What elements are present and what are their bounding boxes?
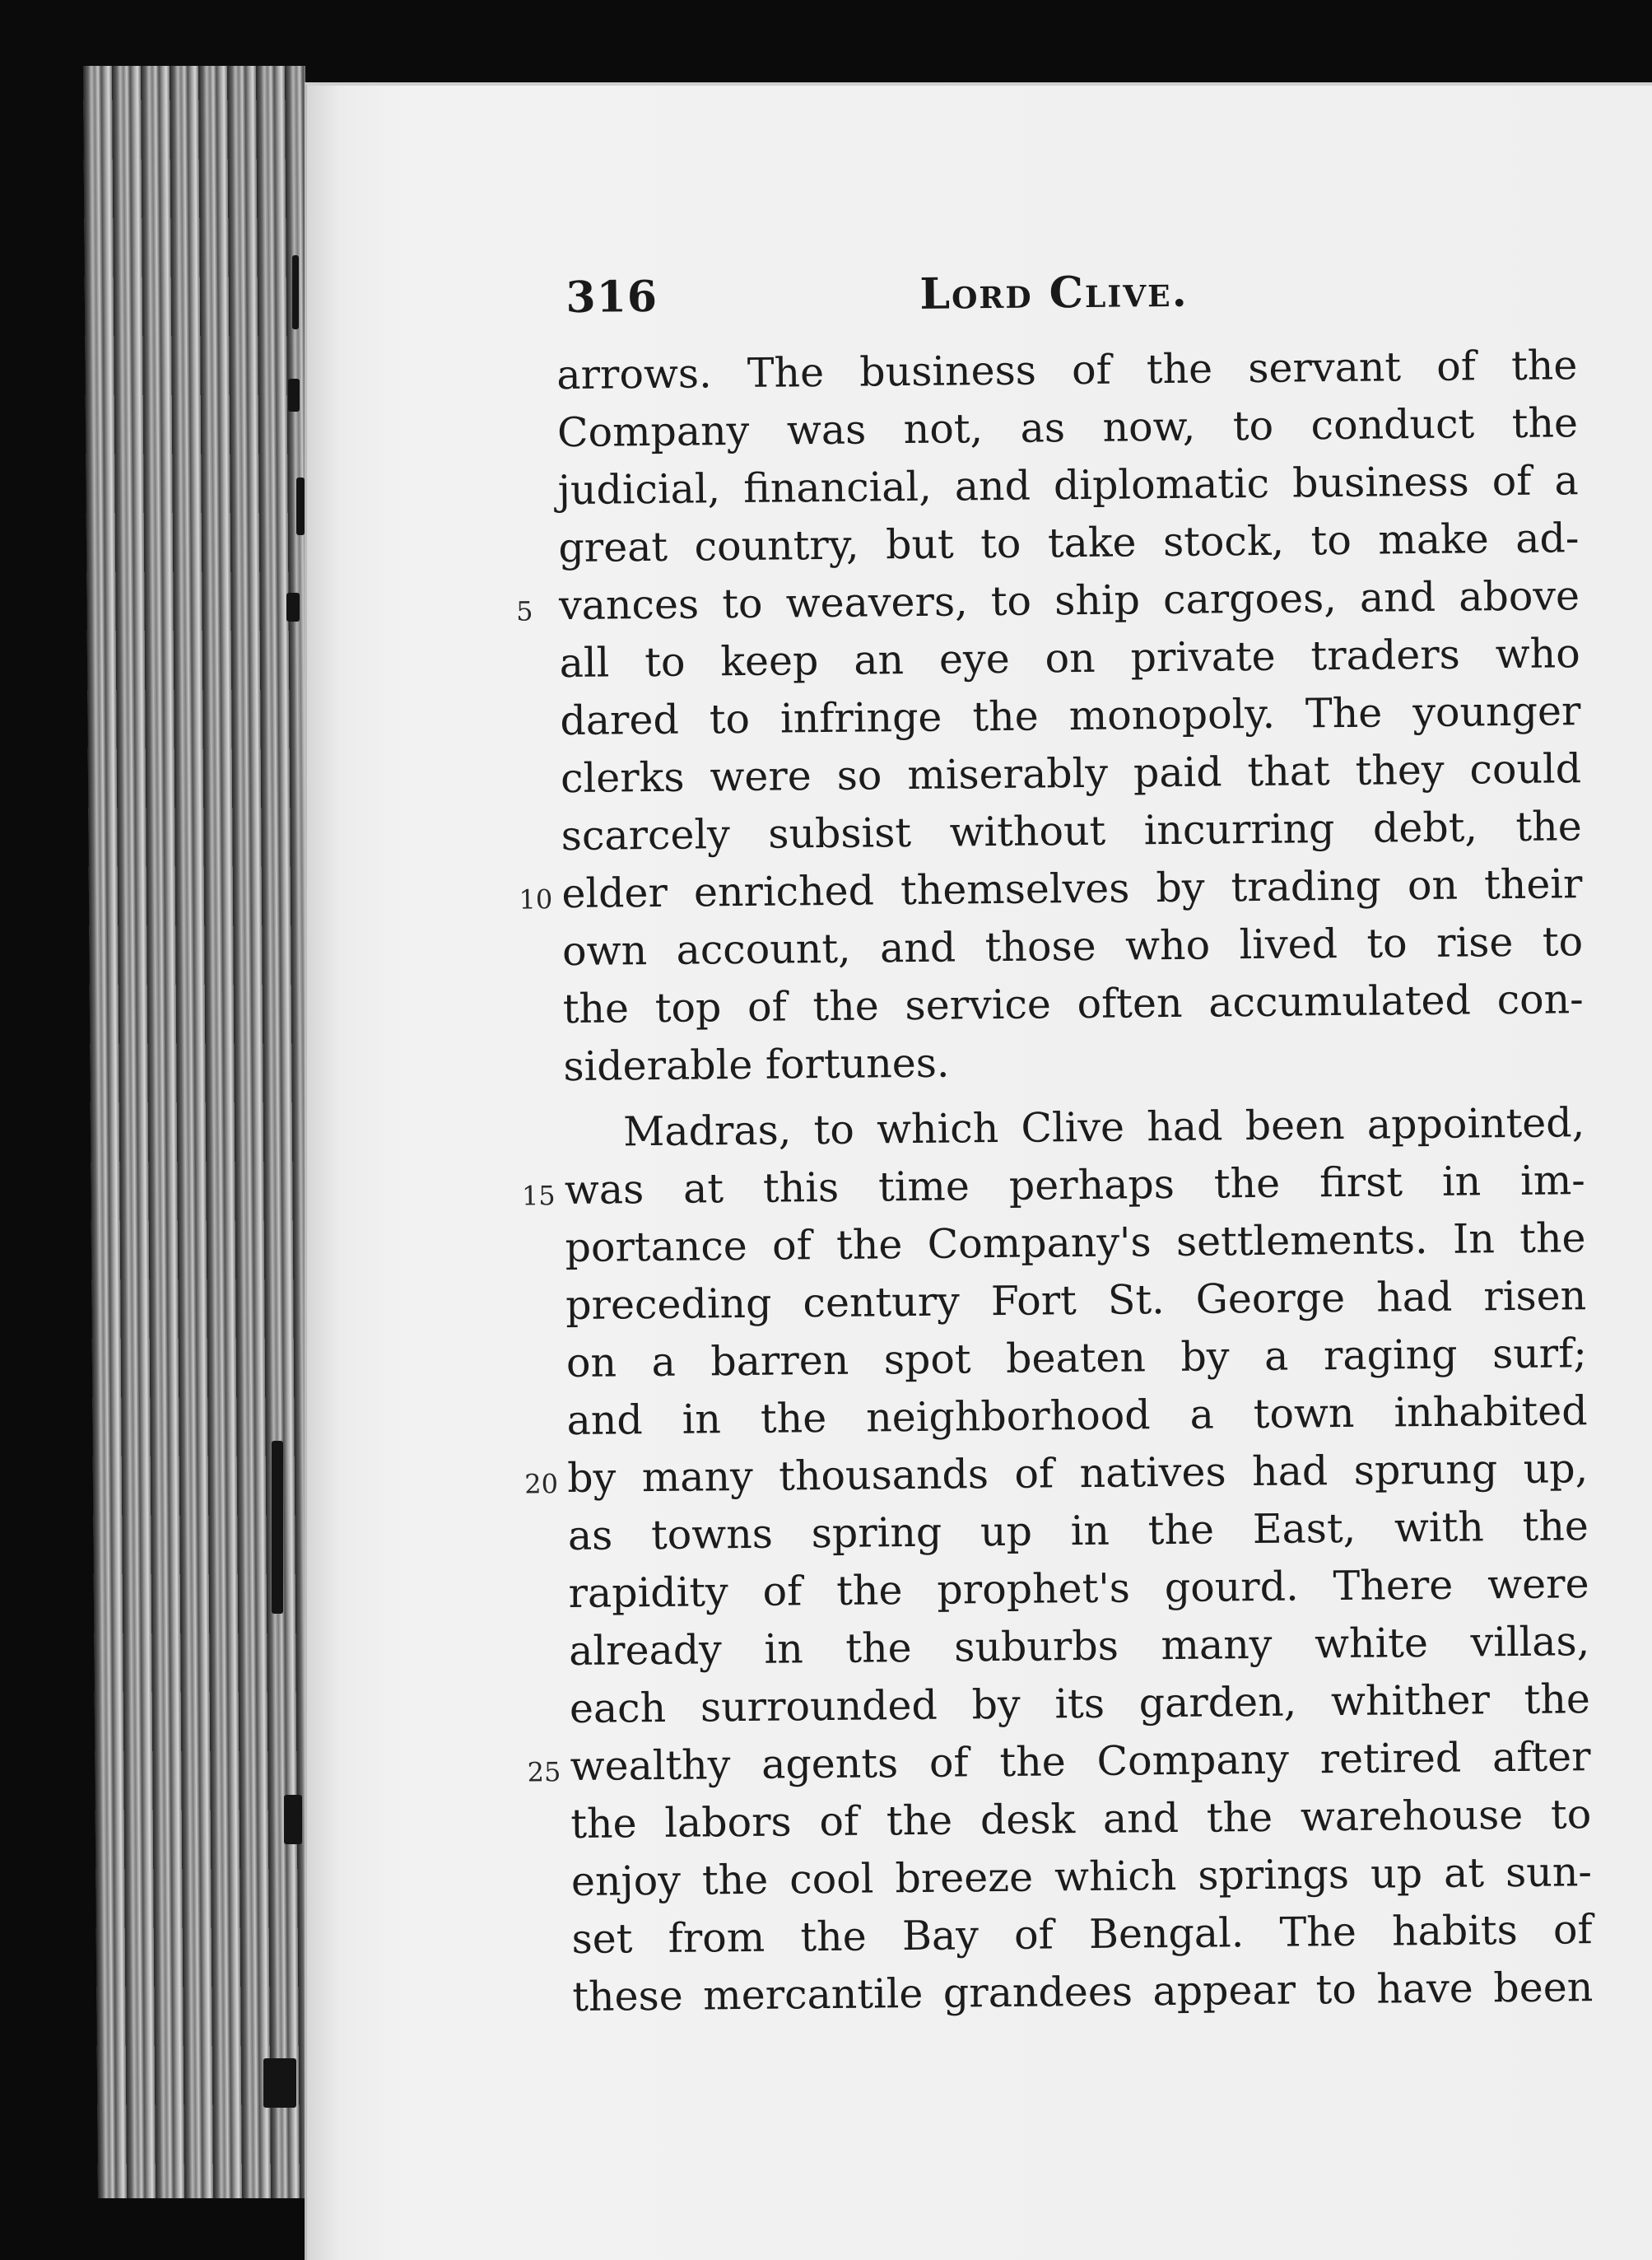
text-line: [562, 971, 1584, 1038]
line-text: set from the Bay of Bengal. The habits of: [571, 1906, 1593, 1964]
line-text: preceding century Fort St. George had risen: [565, 1272, 1587, 1330]
line-text: siderable fortunes.: [563, 1039, 950, 1091]
line-text: the top of the service often accumulated con-: [562, 976, 1584, 1033]
line-number: 10: [519, 883, 553, 916]
line-number: 25: [527, 1756, 561, 1788]
line-text: already in the suburbs many white villas,: [568, 1618, 1590, 1675]
text-line: [571, 1901, 1593, 1969]
line-text: Madras, to which Clive had been appointed,: [622, 1099, 1585, 1156]
body-text: [515, 337, 1594, 2026]
page-number: 316: [565, 271, 658, 323]
text-line: [559, 625, 1580, 692]
line-text: own account, and those who lived to rise to: [561, 918, 1584, 976]
line-text: the labors of the desk and the warehouse to: [570, 1791, 1592, 1848]
line-text: elder enriched themselves by trading on their: [561, 860, 1583, 918]
text-line: [568, 1498, 1589, 1565]
text-line: [569, 1613, 1590, 1680]
line-text: judicial, financial, and diplomatic business of a: [557, 457, 1579, 515]
text-line: [560, 683, 1581, 750]
text-line: [564, 1094, 1585, 1162]
line-text: rapidity of the prophet's gourd. There were: [568, 1560, 1589, 1618]
line-text: portance of the Company's settlements. In the: [565, 1214, 1586, 1272]
text-line: [562, 913, 1584, 981]
text-line: [568, 1555, 1589, 1623]
text-line: [570, 1671, 1591, 1738]
line-text: was at this time perhaps the first in im-: [564, 1157, 1586, 1214]
text-line: [519, 855, 1583, 923]
text-line: [558, 510, 1580, 577]
line-text: scarcely subsist without incurring debt, the: [561, 803, 1582, 860]
page-header: [565, 264, 1389, 330]
line-text: great country, but to take stock, to make ad-: [558, 515, 1580, 572]
book-page: [305, 82, 1652, 2260]
text-line: [566, 1382, 1588, 1450]
text-line: [557, 394, 1579, 462]
text-line: [570, 1786, 1592, 1853]
text-line: [524, 1440, 1589, 1507]
line-text: on a barren spot beaten by a raging surf;: [565, 1330, 1588, 1387]
line-text: these mercantile grandees appear to have been: [572, 1964, 1594, 2021]
running-title: Lord Clive.: [919, 266, 1189, 319]
text-line: [563, 1028, 1585, 1096]
line-number: 15: [521, 1180, 556, 1212]
line-text: each surrounded by its garden, whither the: [569, 1675, 1591, 1733]
text-line: [571, 1843, 1593, 1911]
text-line: [515, 567, 1580, 635]
text-line: [566, 1325, 1588, 1392]
line-number: 5: [515, 595, 533, 627]
text-line: [565, 1267, 1587, 1335]
line-text: dared to infringe the monopoly. The younger: [560, 687, 1581, 745]
line-text: wealthy agents of the Company retired after: [570, 1733, 1591, 1791]
line-text: arrows. The business of the servant of the: [556, 342, 1578, 399]
line-text: by many thousands of natives had sprung up,: [566, 1445, 1589, 1503]
text-line: [572, 1959, 1594, 2026]
line-text: as towns spring up in the East, with the: [567, 1503, 1589, 1560]
page-content: [307, 72, 1652, 2260]
text-line: [565, 1209, 1586, 1277]
text-line: [561, 798, 1582, 865]
text-line: [527, 1728, 1591, 1796]
text-line: [557, 452, 1579, 520]
text-line: [561, 740, 1582, 808]
line-text: enjoy the cool breeze which springs up at sun-: [570, 1848, 1593, 1906]
line-text: clerks were so miserably paid that they could: [560, 745, 1582, 803]
line-text: all to keep an eye on private traders who: [559, 630, 1580, 687]
line-text: Company was not, as now, to conduct the: [556, 399, 1579, 457]
line-text: vances to weavers, to ship cargoes, and above: [558, 572, 1580, 630]
line-number: 20: [524, 1468, 559, 1500]
text-line: [521, 1152, 1586, 1219]
line-text: and in the neighborhood a town inhabited: [566, 1387, 1588, 1445]
text-line: [556, 337, 1578, 404]
